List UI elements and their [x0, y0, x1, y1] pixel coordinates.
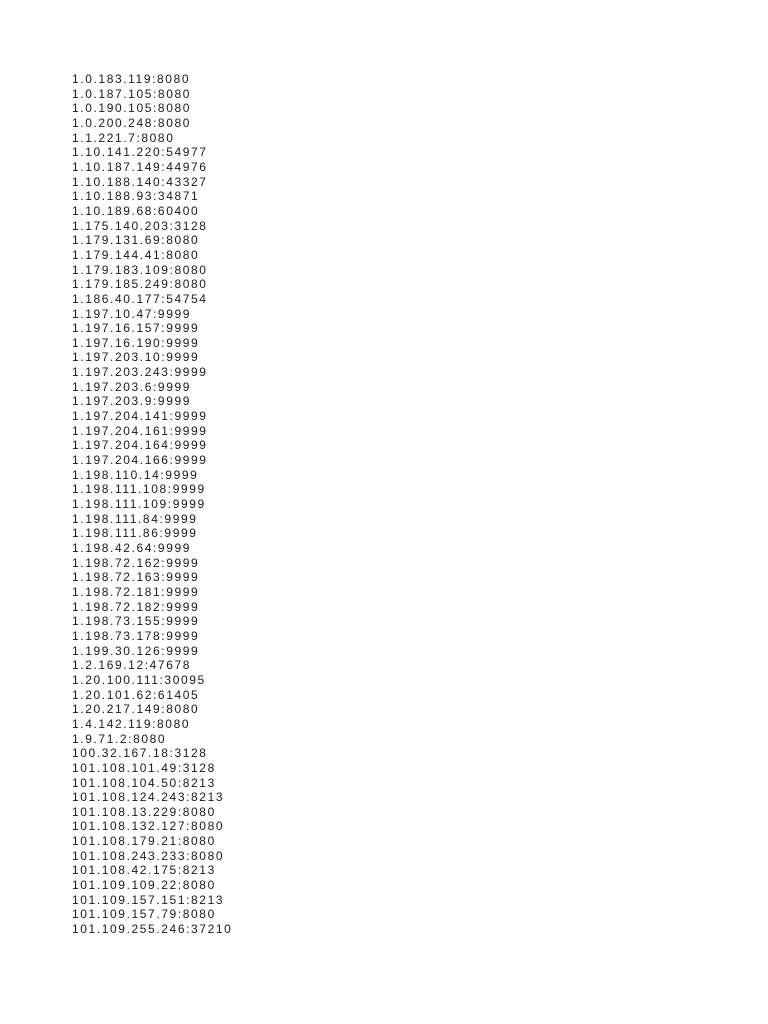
proxy-address-line: 1.179.183.109:8080: [72, 262, 208, 277]
proxy-address-line: 101.108.132.127:8080: [72, 819, 225, 834]
proxy-address-line: 101.108.243.233:8080: [72, 848, 225, 863]
proxy-address-line: 101.109.157.151:8213: [72, 892, 225, 907]
proxy-address-line: 1.198.110.14:9999: [72, 467, 199, 482]
proxy-address-line: 1.2.169.12:47678: [72, 658, 192, 673]
proxy-address-line: 1.198.111.109:9999: [72, 497, 206, 512]
proxy-address-line: 1.1.221.7:8080: [72, 130, 175, 145]
proxy-address-line: 1.0.200.248:8080: [72, 115, 192, 130]
proxy-address-line: 1.20.100.111:30095: [72, 672, 206, 687]
proxy-address-line: 1.198.72.163:9999: [72, 570, 200, 585]
proxy-address-line: 101.108.179.21:8080: [72, 834, 216, 849]
proxy-address-line: 1.198.42.64:9999: [72, 541, 192, 555]
proxy-address-line: 1.20.101.62:61405: [72, 687, 200, 702]
proxy-address-line: 1.199.30.126:9999: [72, 643, 200, 658]
proxy-address-line: 1.186.40.177:54754: [72, 291, 208, 306]
proxy-address-line: 1.197.10.47:9999: [72, 306, 192, 321]
proxy-address-line: 1.175.140.203:3128: [72, 218, 208, 233]
proxy-address-line: 1.198.72.182:9999: [72, 599, 200, 614]
proxy-address-line: 101.109.157.79:8080: [72, 907, 216, 922]
proxy-address-line: 1.0.187.105:8080: [72, 86, 192, 101]
proxy-address-line: 1.197.204.164:9999: [72, 438, 208, 453]
proxy-address-line: 1.198.111.108:9999: [72, 482, 206, 497]
proxy-address-line: 1.197.16.190:9999: [72, 335, 200, 350]
proxy-address-line: 1.9.71.2:8080: [72, 731, 167, 746]
proxy-address-line: 1.10.188.93:34871: [72, 189, 200, 204]
proxy-address-line: 1.197.204.166:9999: [72, 453, 208, 468]
proxy-address-line: 1.197.203.6:9999: [72, 379, 192, 394]
proxy-address-line: 1.197.204.141:9999: [72, 409, 208, 424]
proxy-address-line: 1.20.217.149:8080: [72, 702, 200, 717]
proxy-address-line: 1.0.183.119:8080: [72, 72, 191, 86]
proxy-address-line: 1.4.142.119:8080: [72, 716, 191, 731]
proxy-address-line: 100.32.167.18:3128: [72, 746, 208, 761]
proxy-address-line: 101.108.42.175:8213: [72, 863, 216, 878]
proxy-address-line: 101.108.124.243:8213: [72, 790, 225, 805]
proxy-address-line: 1.10.189.68:60400: [72, 203, 200, 218]
proxy-address-line: 1.10.187.149:44976: [72, 159, 208, 174]
proxy-address-line: 101.108.104.50:8213: [72, 775, 216, 790]
proxy-address-line: 101.109.109.22:8080: [72, 878, 216, 893]
proxy-address-line: 1.198.72.181:9999: [72, 584, 200, 599]
proxy-address-line: 1.10.188.140:43327: [72, 174, 208, 189]
proxy-address-line: 1.0.190.105:8080: [72, 101, 192, 116]
proxy-address-line: 101.108.101.49:3128: [72, 760, 216, 775]
proxy-address-line: 1.197.203.243:9999: [72, 365, 208, 380]
proxy-address-line: 1.198.111.86:9999: [72, 526, 198, 541]
proxy-address-line: 101.108.13.229:8080: [72, 804, 216, 819]
proxy-address-line: 1.197.203.9:9999: [72, 394, 192, 409]
proxy-address-line: 1.198.72.162:9999: [72, 555, 200, 570]
proxy-address-line: 101.109.255.246:37210: [72, 922, 233, 937]
proxy-address-line: 1.179.131.69:8080: [72, 233, 200, 248]
proxy-address-line: 1.179.185.249:8080: [72, 277, 208, 292]
proxy-address-line: 1.179.144.41:8080: [72, 247, 200, 262]
proxy-address-line: 1.197.203.10:9999: [72, 350, 200, 365]
proxy-address-line: 1.198.111.84:9999: [72, 511, 198, 526]
proxy-address-line: 1.197.204.161:9999: [72, 423, 208, 438]
proxy-address-line: 1.10.141.220:54977: [72, 145, 208, 160]
proxy-address-line: 1.198.73.178:9999: [72, 628, 200, 643]
proxy-address-line: 1.197.16.157:9999: [72, 321, 200, 336]
proxy-address-line: 1.198.73.155:9999: [72, 614, 200, 629]
proxy-address-list: [72, 72, 232, 937]
